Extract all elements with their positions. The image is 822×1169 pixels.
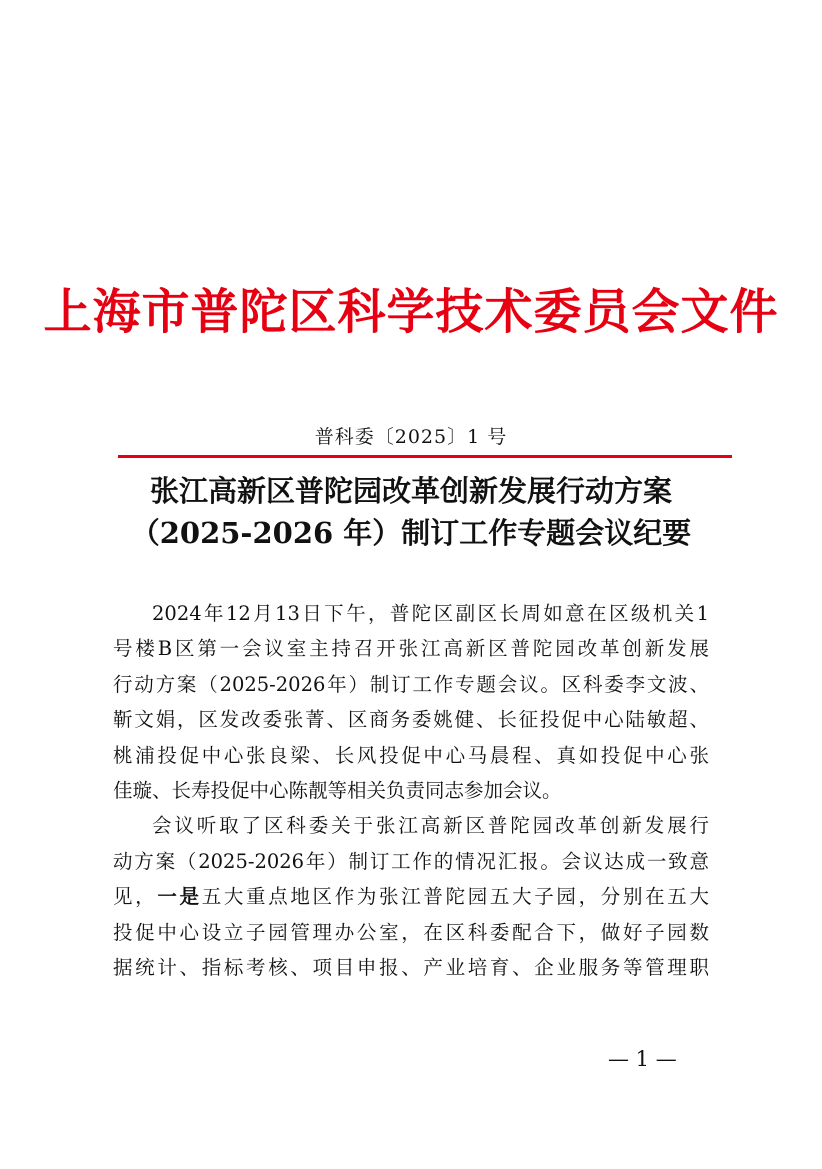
paragraph-2-text: 见， bbox=[113, 885, 158, 909]
document-title bbox=[0, 470, 822, 554]
document-body bbox=[113, 596, 709, 985]
paragraph-2-line: 投促中心设立子园管理办公室，在区科委配合下，做好子园数 bbox=[113, 920, 709, 944]
paragraph-2-line: 会议听取了区科委关于张江高新区普陀园改革创新发展行 bbox=[152, 814, 709, 838]
paragraph-2-line: 据统计、指标考核、项目申报、产业培育、企业服务等管理职 bbox=[113, 956, 709, 980]
paragraph-1-line: 号楼B区第一会议室主持召开张江高新区普陀园改革创新发展 bbox=[113, 637, 709, 661]
emphasis-marker: 一是 bbox=[157, 885, 202, 909]
document-number: 普科委〔2025〕1 号 bbox=[314, 426, 508, 448]
paragraph-2-line: 动方案（2025-2026年）制订工作的情况汇报。会议达成一致意 bbox=[113, 849, 709, 873]
paragraph-2-text: 五大重点地区作为张江普陀园五大子园，分别在五大 bbox=[201, 885, 709, 909]
agency-header-title: 上海市普陀区科学技术委员会文件 bbox=[43, 284, 779, 340]
paragraph-1-line: 佳璇、长寿投促中心陈靓等相关负责同志参加会议。 bbox=[113, 779, 562, 803]
page-number: — 1 — bbox=[608, 1047, 677, 1071]
paragraph-1-line: 靳文娟，区发改委张菁、区商务委姚健、长征投促中心陆敏超、 bbox=[113, 708, 709, 732]
paragraph-1-line: 桃浦投促中心张良梁、长风投促中心马晨程、真如投促中心张 bbox=[113, 743, 709, 767]
red-divider-line bbox=[118, 455, 732, 458]
paragraph-1-line: 2024年12月13日下午，普陀区副区长周如意在区级机关1 bbox=[152, 602, 709, 625]
paragraph-1-line: 行动方案（2025-2026年）制订工作专题会议。区科委李文波、 bbox=[113, 672, 709, 696]
document-title-line-1: 张江高新区普陀园改革创新发展行动方案 bbox=[149, 474, 672, 508]
paragraph-2-line bbox=[113, 879, 709, 914]
document-title-line-2: （2025-2026 年）制订工作专题会议纪要 bbox=[130, 516, 692, 550]
